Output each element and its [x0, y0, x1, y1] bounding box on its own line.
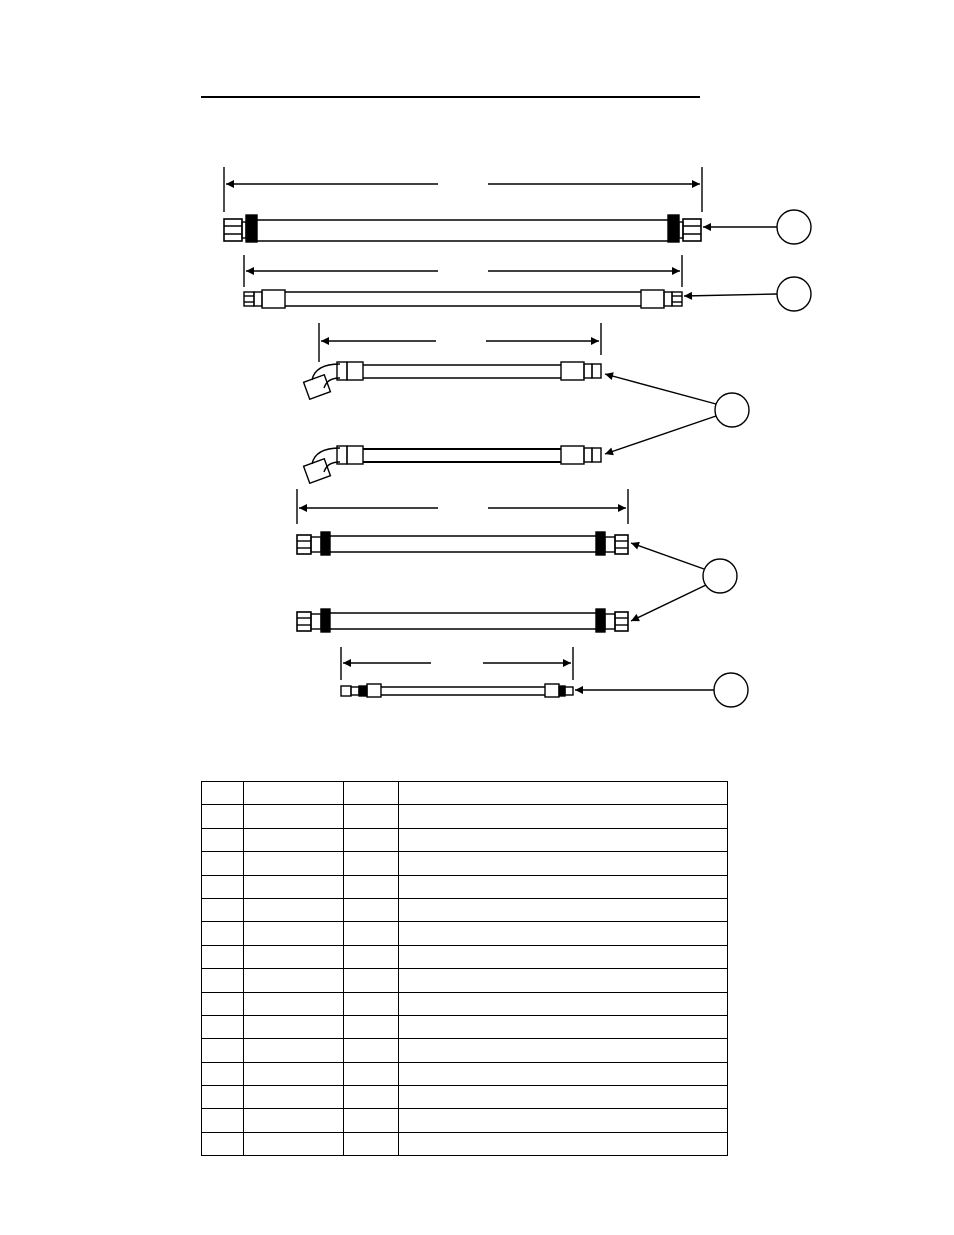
table-cell-item [202, 898, 244, 921]
table-row [202, 922, 728, 945]
table-cell-qty [344, 782, 399, 805]
callout-5 [575, 673, 748, 707]
table-cell-part-number [244, 1086, 344, 1109]
table-cell-description [399, 1109, 728, 1132]
table-cell-item [202, 852, 244, 875]
table-cell-description [399, 992, 728, 1015]
dimension-line-1 [224, 167, 702, 212]
table-cell-item [202, 969, 244, 992]
hose-5 [341, 684, 573, 697]
table-cell-qty [344, 969, 399, 992]
table-cell-description [399, 1132, 728, 1155]
table-cell-qty [344, 828, 399, 851]
callout-1 [703, 210, 811, 244]
table-row [202, 852, 728, 875]
table-cell-part-number [244, 828, 344, 851]
dimension-line-5 [341, 647, 573, 680]
table-cell-qty [344, 992, 399, 1015]
table-cell-qty [344, 898, 399, 921]
table-row [202, 805, 728, 828]
table-cell-item [202, 1132, 244, 1155]
table-cell-item [202, 782, 244, 805]
table-cell-qty [344, 1109, 399, 1132]
table-row [202, 828, 728, 851]
table-row [202, 945, 728, 968]
table-cell-part-number [244, 782, 344, 805]
table-row [202, 782, 728, 805]
table-cell-qty [344, 1086, 399, 1109]
table-cell-qty [344, 945, 399, 968]
table-cell-item [202, 1109, 244, 1132]
table-cell-qty [344, 875, 399, 898]
hose-3a [304, 362, 601, 399]
dimension-line-2 [244, 255, 682, 287]
table-row [202, 898, 728, 921]
table-cell-part-number [244, 875, 344, 898]
table-row [202, 1086, 728, 1109]
table-cell-item [202, 828, 244, 851]
table-cell-part-number [244, 1015, 344, 1038]
table-row [202, 1039, 728, 1062]
hose-1 [224, 215, 701, 242]
callout-4 [631, 543, 737, 621]
table-cell-part-number [244, 1132, 344, 1155]
callout-2 [684, 277, 811, 311]
table-cell-part-number [244, 1062, 344, 1085]
table-cell-item [202, 945, 244, 968]
table-cell-qty [344, 1132, 399, 1155]
table-row [202, 1109, 728, 1132]
callout-3 [605, 374, 749, 454]
table-cell-item [202, 875, 244, 898]
dimension-line-3 [319, 323, 601, 362]
table-cell-item [202, 1015, 244, 1038]
table-cell-description [399, 1015, 728, 1038]
hose-4a [297, 532, 628, 555]
parts-table [201, 781, 728, 1156]
table-cell-description [399, 1039, 728, 1062]
table-cell-item [202, 1062, 244, 1085]
table-cell-part-number [244, 992, 344, 1015]
table-row [202, 1015, 728, 1038]
table-cell-part-number [244, 852, 344, 875]
table-cell-part-number [244, 922, 344, 945]
table-cell-description [399, 969, 728, 992]
table-cell-qty [344, 1015, 399, 1038]
table-cell-description [399, 805, 728, 828]
table-cell-qty [344, 805, 399, 828]
table-cell-item [202, 1086, 244, 1109]
table-cell-part-number [244, 1109, 344, 1132]
table-cell-description [399, 898, 728, 921]
table-row [202, 1132, 728, 1155]
table-cell-description [399, 922, 728, 945]
table-cell-item [202, 992, 244, 1015]
hose-3b [304, 446, 601, 483]
table-cell-part-number [244, 898, 344, 921]
table-cell-description [399, 782, 728, 805]
hose-4b [297, 609, 628, 632]
table-cell-qty [344, 922, 399, 945]
table-row [202, 875, 728, 898]
table-cell-item [202, 922, 244, 945]
table-cell-item [202, 805, 244, 828]
hose-2 [244, 290, 682, 308]
table-cell-qty [344, 1062, 399, 1085]
table-cell-description [399, 1086, 728, 1109]
table-cell-description [399, 945, 728, 968]
table-row [202, 1062, 728, 1085]
table-cell-part-number [244, 969, 344, 992]
table-cell-part-number [244, 945, 344, 968]
table-cell-part-number [244, 805, 344, 828]
table-cell-description [399, 875, 728, 898]
table-cell-part-number [244, 1039, 344, 1062]
table-cell-item [202, 1039, 244, 1062]
table-row [202, 969, 728, 992]
table-row [202, 992, 728, 1015]
table-cell-qty [344, 1039, 399, 1062]
table-cell-description [399, 852, 728, 875]
table-cell-qty [344, 852, 399, 875]
table-cell-description [399, 1062, 728, 1085]
dimension-line-4 [297, 489, 628, 524]
table-cell-description [399, 828, 728, 851]
